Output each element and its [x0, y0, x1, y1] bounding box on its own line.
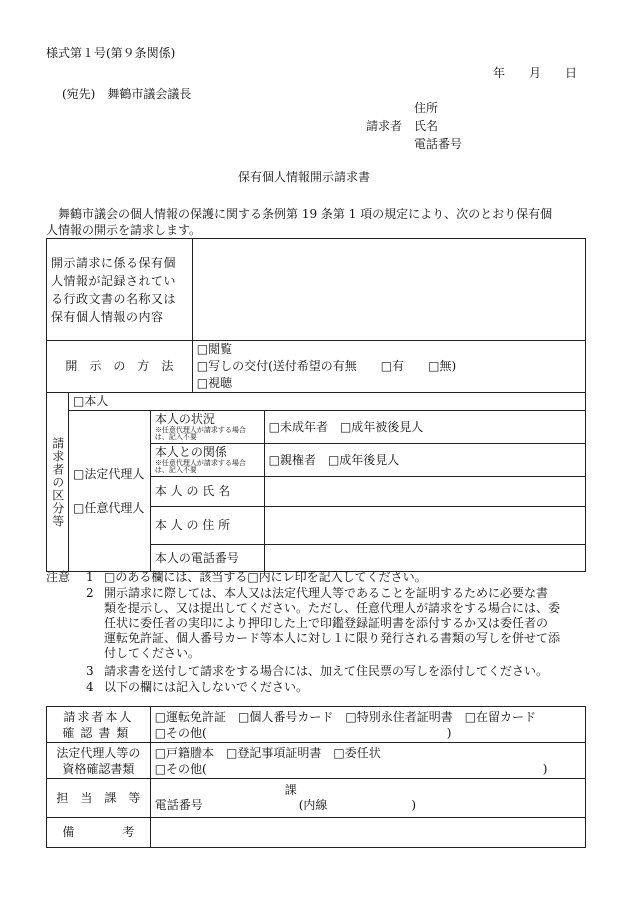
option-copy[interactable]: □写しの交付(送付希望の有無 □有 □無) — [196, 359, 457, 373]
remarks-label: 備 考 — [47, 818, 151, 848]
note-2: 開示請求に際しては、本人又は法定代理人等であることを証明するために必要な書 類を提示し、又は提出してください。ただし、任意代理人が請求をする場合には、委 任状に委任者の実印により押印した上で印鑑登録証明書を添付するか又は委任者の 運転免許証、個人番号カード等本人に対し１に限り発行される書類の写しを併せて添 付してください。 — [104, 586, 561, 660]
requester-label: 請求者 — [366, 119, 403, 133]
id-docs-label: 請求者本人 確認書類 — [47, 707, 151, 743]
note-4-number: 4 — [86, 680, 94, 694]
dept-label: 担 当 課 等 — [47, 779, 151, 818]
page-title: 保有個人情報開示請求書 — [238, 170, 371, 184]
legal-rep-checkbox[interactable]: □法定代理人 — [72, 467, 145, 481]
representative-cell[interactable] — [68, 411, 150, 572]
dept-field[interactable]: 課 電話番号 (内線 ) — [150, 779, 585, 818]
option-view[interactable]: □閲覧 — [196, 342, 233, 356]
self-checkbox[interactable]: □本人 — [68, 393, 585, 411]
notes-prefix: 注意 — [46, 570, 71, 584]
note-2-number: 2 — [86, 586, 94, 600]
principal-phone-input[interactable] — [264, 545, 585, 572]
method-label: 開 示 の 方 法 — [47, 341, 193, 393]
request-table — [46, 238, 586, 572]
principal-name-label: 本 人 の 氏 名 — [150, 477, 264, 507]
principal-phone-label: 本人の電話番号 — [150, 545, 264, 572]
principal-address-label: 本 人 の 住 所 — [150, 507, 264, 545]
intro-line-2: 人情報の開示を請求します。 — [46, 223, 202, 237]
option-listen[interactable]: □視聴 — [196, 376, 233, 390]
date-field: 年 月 日 — [493, 66, 578, 80]
category-label: 請求者の区分等 — [47, 393, 69, 572]
office-use-table — [46, 706, 586, 848]
note-1: □のある欄には、該当する□内にレ印を記入してください。 — [104, 570, 427, 584]
relation-label: 本人との関係 ※任意代理人が請求する場合は、記入不要 — [150, 444, 264, 477]
note-3: 請求書を送付して請求をする場合には、加えて住民票の写しを添付してください。 — [104, 664, 549, 678]
status-options[interactable]: □未成年者 □成年被後見人 — [264, 411, 585, 444]
principal-address-input[interactable] — [264, 507, 585, 545]
principal-name-input[interactable] — [264, 477, 585, 507]
rep-docs-label: 法定代理人等の 資格確認書類 — [47, 743, 151, 779]
voluntary-rep-checkbox[interactable]: □任意代理人 — [72, 501, 145, 515]
document-name-input[interactable] — [192, 239, 585, 341]
relation-options[interactable]: □親権者 □成年後見人 — [264, 444, 585, 477]
phone-label: 電話番号 — [414, 137, 463, 151]
form-number: 様式第１号(第９条関係) — [46, 46, 176, 60]
name-label: 氏名 — [414, 119, 439, 133]
note-1-number: 1 — [86, 570, 94, 584]
document-name-label: 開示請求に係る保有個人情報が記録されている行政文書の名称又は保有個人情報の内容 — [47, 239, 193, 341]
note-3-number: 3 — [86, 664, 94, 678]
addressee: (宛先) 舞鶴市議会議長 — [62, 87, 192, 101]
rep-docs-options[interactable]: □戸籍謄本 □登記事項証明書 □委任状 □その他( ) — [150, 743, 585, 779]
status-label: 本人の状況 ※任意代理人が請求する場合は、記入不要 — [150, 411, 264, 444]
remarks-field[interactable] — [150, 818, 585, 848]
address-label: 住所 — [414, 101, 439, 115]
intro-line-1: 舞鶴市議会の個人情報の保護に関する条例第 19 条第 1 項の規定により、次のとおり保有個 — [58, 207, 553, 221]
note-4: 以下の欄には記入しないでください。 — [104, 680, 309, 694]
id-docs-options[interactable]: □運転免許証 □個人番号カード □特別永住者証明書 □在留カード □その他( ) — [150, 707, 585, 743]
method-options[interactable] — [192, 341, 585, 393]
